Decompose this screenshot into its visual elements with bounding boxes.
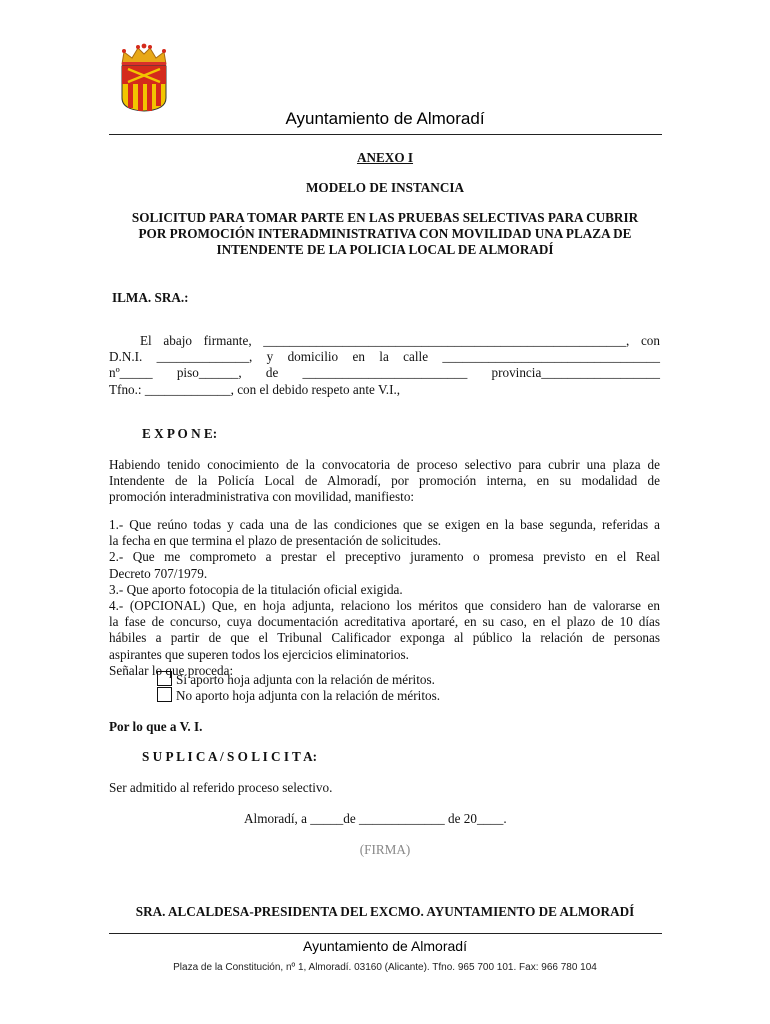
request-line: POR PROMOCIÓN INTERADMINISTRATIVA CON MOVILIDAD UNA PLAZA DE: [138, 226, 632, 241]
request-line: SOLICITUD PARA TOMAR PARTE EN LAS PRUEBAS SELECTIVAS PARA CUBRIR: [131, 210, 639, 225]
applicant-line: nº_____ piso______, de _________________________ provincia__________________: [109, 365, 660, 381]
applicant-details: [109, 333, 660, 398]
place-date-line: Almoradí, a _____de _____________ de 20____.: [244, 811, 507, 826]
item-line: Decreto 707/1979.: [109, 565, 208, 581]
item-line: la fase de concurso, cuya documentación acreditativa aportaré, en su caso, en el plazo de 10 días: [109, 614, 660, 630]
organization-title: Ayuntamiento de Almoradí: [285, 109, 485, 128]
attach-no-checkbox[interactable]: [157, 687, 172, 702]
signature-placeholder: (FIRMA): [359, 842, 411, 857]
intro-line: Intendente de la Policía Local de Almoradí, por promoción interna, en su modalidad de: [109, 473, 660, 489]
coat-of-arms-logo: [116, 42, 172, 112]
request-title: [0, 210, 770, 258]
request-line: INTENDENTE DE LA POLICIA LOCAL DE ALMORADÍ: [216, 242, 554, 257]
por-lo-que: Por lo que a V. I.: [109, 719, 203, 734]
item-line: 3.- Que aporto fotocopia de la titulación oficial exigida.: [109, 581, 403, 597]
item-line: 4.- (OPCIONAL) Que, en hoja adjunta, relaciono los méritos que considero han de valorarse en: [109, 598, 660, 614]
footer-address: Plaza de la Constitución, nº 1, Almoradí. 03160 (Alicante). Tfno. 965 700 101. Fax: 966 780 104: [173, 962, 597, 973]
item-line: 2.- Que me comprometo a prestar el preceptivo juramento o promesa previsto en el Real: [109, 549, 660, 565]
item-line: la fecha en que termina el plazo de presentación de solicitudes.: [109, 533, 442, 549]
suplica-heading: S U P L I C A / S O L I C I T A:: [142, 749, 318, 764]
intro-line: promoción interadministrativa con movilidad, manifiesto:: [109, 489, 415, 505]
applicant-line: El abajo firmante, _______________________________________________________, con: [140, 333, 660, 348]
attach-yes-checkbox[interactable]: [157, 671, 172, 686]
item-line: Señalar lo que proceda:: [109, 662, 234, 678]
option-attach-yes[interactable]: [157, 671, 435, 688]
option-label: Sí aporto hoja adjunta con la relación de méritos.: [176, 672, 435, 687]
applicant-line: D.N.I. ______________, y domicilio en la calle _________________________________: [109, 349, 660, 365]
annex-subtitle: MODELO DE INSTANCIA: [305, 180, 465, 195]
item-line: hábiles a partir de que el Tribunal Calificador exponga al público la relación de personas: [109, 630, 660, 646]
addressee: SRA. ALCALDESA-PRESIDENTA DEL EXCMO. AYUNTAMIENTO DE ALMORADÍ: [135, 904, 635, 919]
footer-divider: [109, 933, 662, 934]
intro-line: Habiendo tenido conocimiento de la convocatoria de proceso selectivo para cubrir una plaza de: [109, 457, 660, 472]
annex-title: ANEXO I: [356, 150, 414, 165]
expone-intro: [109, 457, 660, 506]
footer-organization: Ayuntamiento de Almoradí: [303, 938, 467, 954]
option-label: No aporto hoja adjunta con la relación de méritos.: [176, 688, 441, 703]
header-divider: [109, 134, 662, 135]
item-line: 1.- Que reúno todas y cada una de las condiciones que se exigen en la base segunda, referidas a: [109, 517, 660, 532]
expone-heading: E X P O N E:: [142, 426, 218, 441]
item-line: aspirantes que superen todos los ejercicios eliminatorios.: [109, 646, 409, 662]
suplica-text: Ser admitido al referido proceso selectivo.: [109, 780, 333, 795]
option-attach-no[interactable]: [157, 687, 440, 704]
applicant-line: Tfno.: _____________, con el debido respeto ante V.I.,: [109, 381, 401, 397]
salutation: ILMA. SRA.:: [112, 290, 189, 305]
expone-items: [109, 517, 660, 679]
